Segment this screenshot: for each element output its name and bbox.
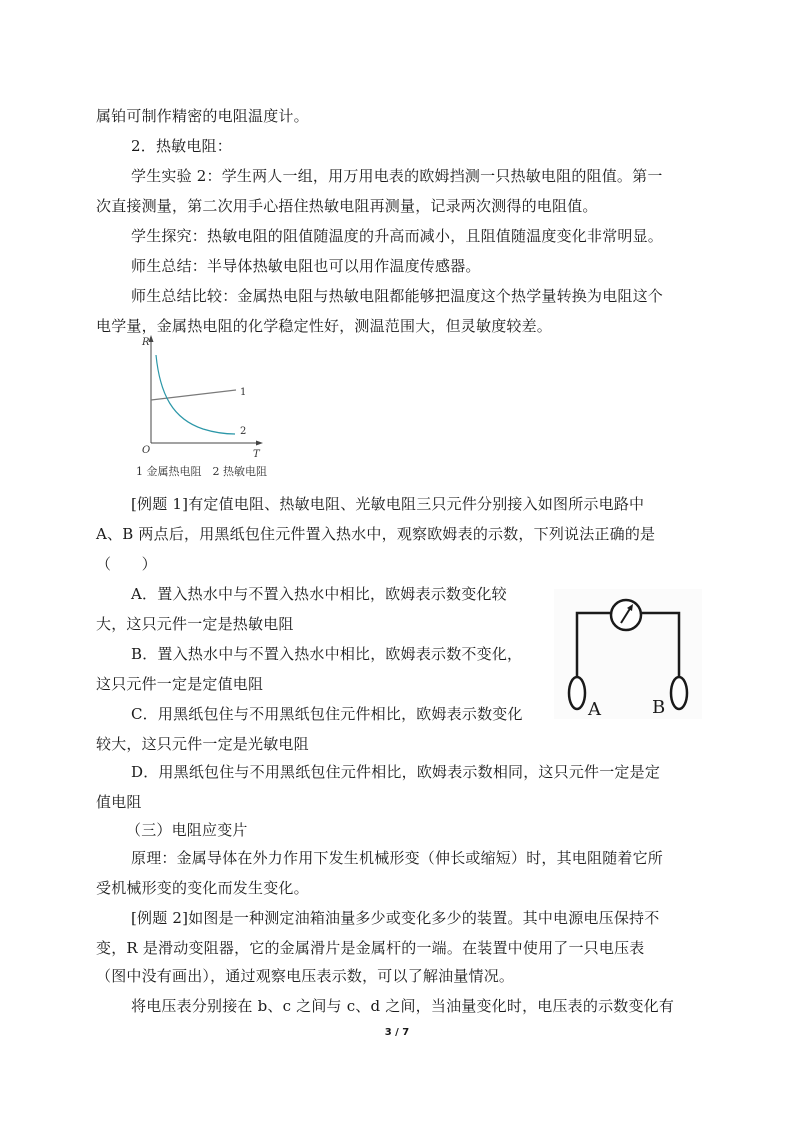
example-question: 将电压表分别接在 b、c 之间与 c、d 之间，当油量变化时，电压表的示数变化有: [131, 997, 675, 1015]
x-axis-arrow: [256, 441, 263, 446]
terminal-a: [569, 677, 585, 709]
paragraph: 原理：金属导体在外力作用下发生机械形变（伸长或缩短）时，其电阻随着它所: [131, 849, 664, 867]
terminal-b-label: B: [652, 697, 666, 718]
option-d: D．用黑纸包住与不用黑纸包住元件相比，欧姆表示数相同，这只元件一定是定: [131, 763, 661, 781]
option-b: 这只元件一定是定值电阻: [96, 675, 264, 693]
paragraph: 学生探究：热敏电阻的阻值随温度的升高而减小，且阻值随温度变化非常明显。: [131, 227, 664, 245]
curve2-label: 2: [240, 426, 247, 437]
option-b: B．置入热水中与不置入热水中相比，欧姆表示数不变化，: [131, 645, 523, 663]
paragraph: 师生总结比较：金属热电阻与热敏电阻都能够把温度这个热学量转换为电阻这个: [131, 287, 664, 305]
option-a: A．置入热水中与不置入热水中相比，欧姆表示数变化较: [131, 585, 507, 603]
terminal-a-label: A: [588, 699, 601, 720]
ohmmeter-circuit-figure: [554, 589, 702, 719]
curve1-label: 1: [240, 387, 247, 398]
paragraph: 次直接测量，第二次用手心捂住热敏电阻再测量，记录两次测得的电阻值。: [96, 197, 598, 215]
example-question: [例题 2]如图是一种测定油箱油量多少或变化多少的装置。其中电源电压保持不: [131, 909, 660, 927]
terminal-b: [671, 677, 687, 709]
example-question: A、B 两点后，用黑纸包住元件置入热水中，观察欧姆表的示数，下列说法正确的是: [96, 525, 656, 543]
section-heading: （三）电阻应变片: [126, 821, 248, 839]
resistance-temperature-figure: [141, 333, 271, 460]
example-question: 变，R 是滑动变阻器，它的金属滑片是金属杆的一端。在装置中使用了一只电压表: [96, 939, 645, 957]
page-number: 3 / 7: [384, 1027, 410, 1038]
y-axis-label: R: [142, 337, 150, 348]
x-axis-label: T: [253, 449, 260, 460]
answer-blank: （ ）: [96, 555, 157, 573]
origin-label: O: [142, 445, 151, 456]
figure-caption: 1 金属热电阻 2 热敏电阻: [136, 465, 267, 478]
option-d: 值电阻: [96, 793, 142, 811]
example-question: [例题 1]有定值电阻、热敏电阻、光敏电阻三只元件分别接入如图所示电路中: [131, 495, 645, 513]
option-c: C．用黑纸包住与不用黑纸包住元件相比，欧姆表示数变化: [131, 705, 523, 723]
section-heading: 2．热敏电阻：: [131, 137, 232, 155]
paragraph: 电学量，金属热电阻的化学稳定性好，测温范围大，但灵敏度较差。: [96, 317, 553, 335]
option-a: 大，这只元件一定是热敏电阻: [96, 615, 294, 633]
paragraph: 学生实验 2：学生两人一组，用万用电表的欧姆挡测一只热敏电阻的阻值。第一: [131, 167, 663, 185]
paragraph: 受机械形变的变化而发生变化。: [96, 879, 309, 897]
paragraph: 属铂可制作精密的电阻温度计。: [96, 107, 309, 125]
paragraph: 师生总结：半导体热敏电阻也可以用作温度传感器。: [131, 257, 481, 275]
example-question: （图中没有画出），通过观察电压表示数，可以了解油量情况。: [96, 967, 515, 985]
option-c: 较大，这只元件一定是光敏电阻: [96, 735, 309, 753]
